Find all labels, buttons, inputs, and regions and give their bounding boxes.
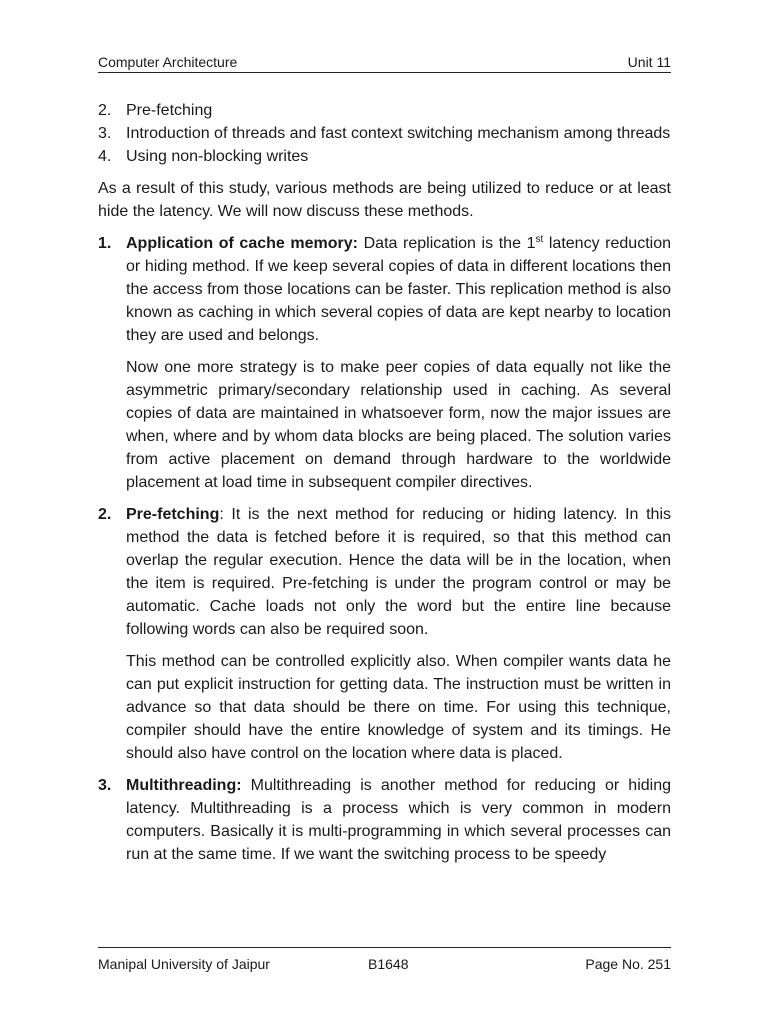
- header-course: Computer Architecture: [98, 54, 238, 70]
- section-paragraph: Now one more strategy is to make peer copies of data equally not like the asymmetric primary/secondary relationship used in caching. As several copies of data are maintained in whatsoever form, now the major issues are when, where and by whom data blocks are being placed. The solution varies from active placement on demand through hardware to the worldwide placement at load time in subsequent compiler directives.: [126, 359, 671, 491]
- section-number: 1.: [98, 235, 112, 252]
- list-number: 2.: [98, 102, 112, 119]
- list-item: [98, 122, 671, 145]
- numbered-list: [98, 99, 671, 168]
- section-title: Pre-fetching: [126, 506, 220, 523]
- footer-code: B1648: [368, 956, 409, 972]
- paragraph-text: Data replication is the 1: [358, 235, 536, 252]
- section-paragraph: [126, 232, 671, 347]
- page-header: [98, 54, 671, 73]
- section-number: 2.: [98, 506, 112, 523]
- footer-page-number: Page No. 251: [585, 956, 671, 972]
- section-cache-memory: [98, 232, 671, 494]
- list-number: 3.: [98, 125, 112, 142]
- page-content: [98, 99, 671, 866]
- paragraph-text: : It is the next method for reducing or hiding latency. In this method the data is fetched before it is required, so that this method can overlap the regular execution. Hence the data will be in the location, when the item is required. Pre-fetching is under the program control or may be automatic. Cache loads not only the word but the entire line because following words can also be required soon.: [126, 506, 671, 638]
- list-item: [98, 99, 671, 122]
- section-number: 3.: [98, 777, 112, 794]
- list-text: Introduction of threads and fast context switching mechanism among threads: [126, 125, 671, 142]
- list-text: Using non-blocking writes: [126, 148, 309, 165]
- intro-paragraph: As a result of this study, various methods are being utilized to reduce or at least hide the latency. We will now discuss these methods.: [98, 180, 671, 220]
- header-unit: Unit 11: [627, 54, 671, 70]
- page-footer: [98, 947, 671, 972]
- list-number: 4.: [98, 148, 112, 165]
- paragraph-text: Multithreading is another method for reducing or hiding latency. Multithreading is a process which is very common in modern computers. Basically it is multi-programming in which several processes can run at the same time. If we want the switching process to be speedy: [126, 777, 671, 863]
- section-paragraph: [126, 774, 671, 866]
- section-title: Multithreading:: [126, 777, 242, 794]
- section-pre-fetching: [98, 503, 671, 765]
- document-page: [98, 0, 671, 1024]
- list-text: Pre-fetching: [126, 102, 213, 119]
- section-multithreading: [98, 774, 671, 866]
- paragraph-text: latency reduction or hiding method. If we keep several copies of data in different locations then the access from those locations can be faster. This replication method is also known as caching in which several copies of data are kept nearby to location they are used and belongs.: [126, 235, 672, 344]
- section-paragraph: [126, 503, 671, 641]
- section-paragraph: This method can be controlled explicitly also. When compiler wants data he can put explicit instruction for getting data. The instruction must be written in advance so that data should be there on time. For using this technique, compiler should have the entire knowledge of system and its timings. He should also have control on the location where data is placed.: [126, 653, 671, 762]
- ordinal-superscript: st: [535, 234, 544, 245]
- section-title: Application of cache memory:: [126, 235, 358, 252]
- footer-university: Manipal University of Jaipur: [98, 956, 270, 972]
- list-item: [98, 145, 671, 168]
